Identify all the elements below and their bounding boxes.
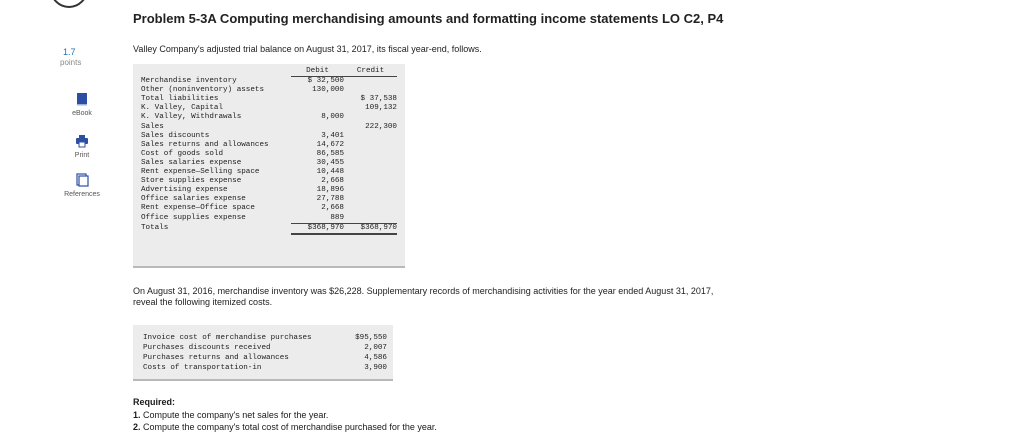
cost-label: Purchases returns and allowances (143, 354, 289, 362)
table-row (141, 159, 397, 168)
debit-cell: 2,668 (321, 177, 344, 186)
debit-cell: 10,448 (316, 168, 344, 177)
debit-cell (291, 95, 344, 104)
points-value: 1.7 (63, 47, 76, 57)
print-button[interactable] (58, 134, 106, 159)
credit-cell (344, 132, 397, 141)
table-row (143, 363, 387, 373)
table-row (141, 113, 397, 122)
account-name: Rent expense—Selling space (141, 168, 260, 177)
credit-cell (344, 86, 397, 95)
table-row (141, 150, 397, 159)
credit-cell (344, 141, 397, 150)
account-name: K. Valley, Withdrawals (141, 113, 242, 122)
question-nav-circle[interactable] (50, 0, 88, 8)
credit-cell: 109,132 (365, 104, 397, 113)
credit-cell (344, 113, 397, 122)
table-row (141, 186, 397, 195)
cost-amount: 2,007 (364, 344, 387, 352)
references-button[interactable] (58, 173, 106, 198)
table-row (141, 214, 397, 224)
cost-label: Costs of transportation-in (143, 364, 262, 372)
debit-cell: 14,672 (316, 140, 344, 149)
itemized-costs-panel (133, 325, 393, 381)
table-row (143, 333, 387, 343)
table-row (143, 343, 387, 353)
credit-cell (344, 150, 397, 159)
required-text: Compute the company's net sales for the year. (143, 410, 329, 420)
table-row (141, 123, 397, 132)
required-text: Compute the company's total cost of merchandise purchased for the year. (143, 422, 437, 432)
required-number: 2. (133, 422, 141, 432)
required-heading: Required: (133, 397, 176, 407)
credit-cell: $ 37,538 (360, 95, 397, 104)
cost-amount: 4,586 (364, 354, 387, 362)
account-name: K. Valley, Capital (141, 104, 224, 113)
account-name: Other (noninventory) assets (141, 86, 265, 95)
book-icon (58, 92, 106, 108)
required-item (133, 422, 437, 432)
table-row (141, 177, 397, 186)
account-name: Sales salaries expense (141, 158, 242, 167)
itemized-costs-table (143, 333, 387, 373)
cost-label: Invoice cost of merchandise purchases (143, 334, 312, 342)
credit-cell (344, 159, 397, 168)
points-label: points (60, 58, 82, 67)
debit-cell: 27,788 (316, 195, 344, 204)
debit-cell: $ 32,500 (307, 77, 344, 86)
table-row (141, 204, 397, 213)
cost-amount: $95,550 (355, 334, 387, 342)
problem-title: Problem 5-3A Computing merchandising amounts and formatting income statements LO C2, P4 (133, 11, 724, 26)
problem-intro: Valley Company's adjusted trial balance on August 31, 2017, its fiscal year-end, follows. (133, 44, 482, 54)
account-name: Rent expense—Office space (141, 204, 255, 213)
account-name: Sales (141, 122, 164, 131)
ebook-label: eBook (72, 110, 92, 117)
debit-cell (291, 104, 344, 113)
total-credit: $368,970 (344, 223, 397, 234)
credit-cell (344, 177, 397, 186)
table-row (141, 86, 397, 95)
required-item (133, 410, 328, 420)
credit-cell: 222,300 (365, 122, 397, 131)
credit-cell (344, 195, 397, 204)
total-debit: $368,970 (291, 223, 344, 234)
credit-cell (344, 186, 397, 195)
account-name: Sales returns and allowances (141, 140, 269, 149)
account-name: Office salaries expense (141, 195, 246, 204)
account-name: Store supplies expense (141, 177, 242, 186)
table-row (141, 195, 397, 204)
account-name: Sales discounts (141, 131, 210, 140)
account-name: Total liabilities (141, 95, 219, 104)
credit-header: Credit (344, 67, 397, 77)
debit-cell: 86,585 (316, 149, 344, 158)
table-row (141, 77, 397, 87)
table-row (141, 141, 397, 150)
required-number: 1. (133, 410, 141, 420)
account-name: Office supplies expense (141, 213, 246, 222)
table-header-row (141, 67, 397, 77)
debit-cell (291, 123, 344, 132)
table-row (141, 104, 397, 113)
credit-cell (344, 204, 397, 213)
table-row (141, 132, 397, 141)
table-row (141, 168, 397, 177)
totals-row (141, 223, 397, 234)
table-row (141, 95, 397, 104)
debit-cell: 30,455 (316, 158, 344, 167)
account-name: Advertising expense (141, 186, 228, 195)
debit-header: Debit (291, 67, 344, 77)
trial-balance-table (141, 67, 397, 235)
supplementary-text: On August 31, 2016, merchandise inventory was $26,228. Supplementary records of merchandising activities for the year ended August 31, 2017, reveal the following itemized costs. (133, 286, 714, 307)
trial-balance-panel (133, 64, 405, 268)
account-name: Merchandise inventory (141, 76, 237, 85)
cost-label: Purchases discounts received (143, 344, 271, 352)
table-row (143, 353, 387, 363)
debit-cell: 8,000 (321, 113, 344, 122)
debit-cell: 3,401 (321, 131, 344, 140)
credit-cell (344, 168, 397, 177)
left-rail (0, 0, 118, 444)
totals-label: Totals (141, 223, 169, 232)
references-label: References (64, 191, 100, 198)
account-name: Cost of goods sold (141, 149, 224, 158)
ebook-button[interactable] (58, 92, 106, 117)
debit-cell: 2,668 (321, 204, 344, 213)
debit-cell: 889 (330, 213, 344, 222)
references-icon (58, 173, 106, 189)
cost-amount: 3,900 (364, 364, 387, 372)
credit-cell (344, 77, 397, 87)
print-label: Print (74, 152, 90, 159)
credit-cell (344, 214, 397, 224)
debit-cell: 18,896 (316, 186, 344, 195)
printer-icon (58, 134, 106, 150)
debit-cell: 130,000 (312, 86, 344, 95)
